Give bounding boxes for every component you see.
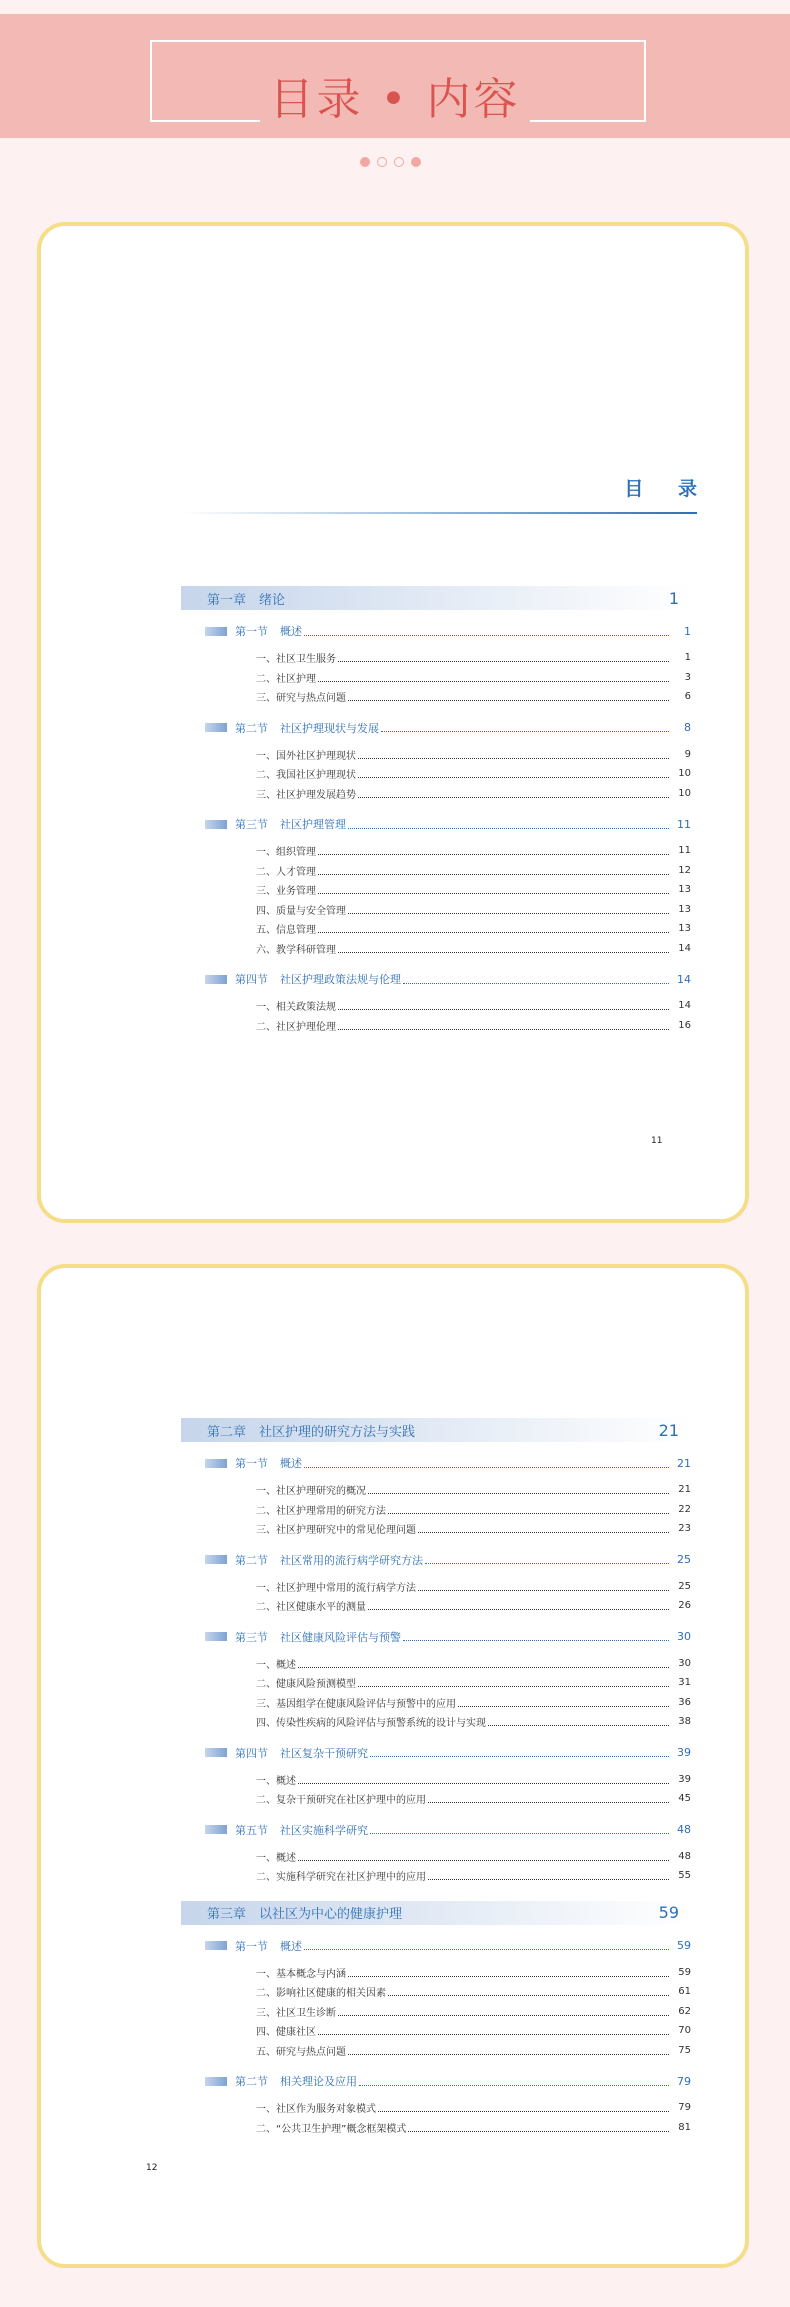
dot-leader <box>318 2034 669 2035</box>
dot-leader <box>348 2054 669 2055</box>
section-marker <box>205 1825 227 1834</box>
item-page: 13 <box>678 903 691 915</box>
dot-leader <box>298 1783 669 1784</box>
dot-leader <box>338 1009 669 1010</box>
item-title: 二、复杂干预研究在社区护理中的应用 <box>256 1795 426 1807</box>
item-page: 9 <box>684 748 691 760</box>
toc-item[interactable] <box>181 687 691 707</box>
item-title: 一、国外社区护理现状 <box>256 750 356 762</box>
section-page: 39 <box>677 1746 691 1759</box>
chapter-title: 第二章 社区护理的研究方法与实践 <box>207 1424 416 1440</box>
section-entry[interactable] <box>181 1823 691 1837</box>
dot-leader <box>381 731 669 732</box>
toc-item[interactable] <box>181 1596 691 1616</box>
section-marker <box>205 723 227 732</box>
section-entry[interactable] <box>181 1746 691 1760</box>
dot-leader <box>403 1640 669 1641</box>
item-title: 三、业务管理 <box>256 886 316 898</box>
dot-leader <box>370 1756 669 1757</box>
dot-leader <box>359 2085 669 2086</box>
dot-leader <box>358 1686 669 1687</box>
item-page: 81 <box>678 2121 691 2133</box>
toc-heading: 目 录 <box>624 478 711 500</box>
toc-item[interactable] <box>181 648 691 668</box>
item-title: 一、概述 <box>256 1659 296 1671</box>
item-page: 6 <box>684 691 691 703</box>
item-page: 22 <box>678 1503 691 1515</box>
dot-leader <box>304 1467 669 1468</box>
section-entry[interactable] <box>181 972 691 986</box>
dot-leader <box>368 1493 669 1494</box>
item-title: 一、社区作为服务对象模式 <box>256 2104 376 2116</box>
section-label: 第三节 <box>235 1630 268 1644</box>
dot-leader <box>358 777 669 778</box>
dot-leader <box>488 1725 669 1726</box>
dot-leader <box>304 1949 669 1950</box>
chapter-entry[interactable] <box>181 1901 691 1925</box>
section-page: 59 <box>677 1939 691 1952</box>
dot-leader <box>304 635 669 636</box>
toc-item[interactable] <box>181 1982 691 2002</box>
section-title: 社区护理管理 <box>280 818 346 831</box>
dot-leader <box>338 661 669 662</box>
section-entry[interactable] <box>181 1456 691 1470</box>
item-title: 二、“公共卫生护理”概念框架模式 <box>256 2123 407 2135</box>
page-number: 11 <box>651 1136 663 1146</box>
section-entry[interactable] <box>181 2074 691 2088</box>
section-marker <box>205 1632 227 1641</box>
section-entry[interactable] <box>181 721 691 735</box>
item-page: 10 <box>678 768 691 780</box>
section-entry[interactable] <box>181 1939 691 1953</box>
dot-leader <box>368 1609 669 1610</box>
pagination-dots <box>360 157 421 167</box>
dot-leader <box>403 983 669 984</box>
item-title: 三、社区护理发展趋势 <box>256 789 356 801</box>
section-title: 社区实施科学研究 <box>280 1823 368 1837</box>
section-label: 第四节 <box>235 1746 268 1760</box>
dot-leader <box>370 1833 669 1834</box>
toc-item[interactable] <box>181 1963 691 1983</box>
toc-item[interactable] <box>181 919 691 939</box>
section-marker <box>205 2077 227 2086</box>
toc-item[interactable] <box>181 2002 691 2022</box>
pagination-dot[interactable] <box>411 157 421 167</box>
dot-leader <box>318 893 669 894</box>
page-number: 12 <box>146 2163 158 2173</box>
section-title: 概述 <box>280 625 302 638</box>
item-page: 75 <box>678 2044 691 2056</box>
header-banner <box>0 14 790 138</box>
item-title: 一、社区护理研究的概况 <box>256 1486 366 1498</box>
section-title: 社区护理现状与发展 <box>280 721 379 735</box>
section-marker <box>205 1459 227 1468</box>
dot-leader <box>348 828 669 829</box>
toc-page-card-1 <box>37 222 749 1223</box>
toc-page-card-2 <box>37 1264 749 2268</box>
section-label: 第一节 <box>235 625 268 638</box>
section-marker <box>205 627 227 636</box>
section-entry[interactable] <box>181 1630 691 1644</box>
item-title: 六、教学科研管理 <box>256 944 336 956</box>
dot-leader <box>388 1513 669 1514</box>
section-marker <box>205 820 227 829</box>
section-label: 第五节 <box>235 1823 268 1837</box>
toc-item[interactable] <box>181 668 691 688</box>
toc-list-page-2 <box>181 1418 691 2137</box>
dot-leader <box>425 1563 669 1564</box>
item-title: 一、概述 <box>256 1852 296 1864</box>
dot-leader <box>418 1532 669 1533</box>
section-title: 概述 <box>280 1939 302 1953</box>
chapter-title: 第一章 绪论 <box>207 592 286 608</box>
section-label: 第二节 <box>235 1553 268 1567</box>
item-title: 五、研究与热点问题 <box>256 2046 346 2058</box>
item-title: 四、传染性疾病的风险评估与预警系统的设计与实现 <box>256 1718 486 1730</box>
item-page: 13 <box>678 923 691 935</box>
item-page: 55 <box>678 1870 691 1882</box>
dot-leader <box>428 1879 669 1880</box>
section-marker <box>205 1748 227 1757</box>
dot-leader <box>318 874 669 875</box>
section-label: 第一节 <box>235 1457 268 1470</box>
section-marker <box>205 1555 227 1564</box>
dot-leader <box>358 758 669 759</box>
item-title: 二、社区护理常用的研究方法 <box>256 1505 386 1517</box>
item-page: 48 <box>678 1850 691 1862</box>
item-title: 二、健康风险预测模型 <box>256 1679 356 1691</box>
section-label: 第四节 <box>235 973 268 986</box>
dot-leader <box>298 1860 669 1861</box>
toc-item[interactable] <box>181 2021 691 2041</box>
toc-item[interactable] <box>181 1480 691 1500</box>
item-title: 三、社区卫生诊断 <box>256 2007 336 2019</box>
item-page: 25 <box>678 1580 691 1592</box>
item-title: 三、基因组学在健康风险评估与预警中的应用 <box>256 1698 456 1710</box>
item-title: 五、信息管理 <box>256 925 316 937</box>
dot-leader <box>428 1802 669 1803</box>
item-title: 一、相关政策法规 <box>256 1002 336 1014</box>
item-title: 三、社区护理研究中的常见伦理问题 <box>256 1525 416 1537</box>
toc-item[interactable] <box>181 1500 691 1520</box>
item-page: 79 <box>678 2102 691 2114</box>
item-page: 10 <box>678 787 691 799</box>
item-page: 61 <box>678 1986 691 1998</box>
toc-item[interactable] <box>181 764 691 784</box>
section-title: 相关理论及应用 <box>280 2075 357 2088</box>
item-page: 13 <box>678 884 691 896</box>
item-title: 一、社区护理中常用的流行病学方法 <box>256 1582 416 1594</box>
item-page: 36 <box>678 1696 691 1708</box>
item-page: 14 <box>678 942 691 954</box>
toc-item[interactable] <box>181 1712 691 1732</box>
banner-title: 目录 • 内容 <box>260 74 531 125</box>
toc-item[interactable] <box>181 1673 691 1693</box>
dot-leader <box>358 797 669 798</box>
chapter-title: 第三章 以社区为中心的健康护理 <box>207 1907 403 1922</box>
dot-leader <box>388 1995 669 1996</box>
item-page: 14 <box>678 1000 691 1012</box>
item-title: 二、人才管理 <box>256 866 316 878</box>
section-label: 第二节 <box>235 721 268 735</box>
section-page: 21 <box>677 1456 691 1470</box>
section-page: 25 <box>677 1553 691 1566</box>
item-page: 23 <box>678 1523 691 1535</box>
toc-item[interactable] <box>181 841 691 861</box>
item-page: 26 <box>678 1600 691 1612</box>
item-title: 一、基本概念与内涵 <box>256 1968 346 1980</box>
item-title: 二、影响社区健康的相关因素 <box>256 1988 386 2000</box>
dot-leader <box>458 1706 669 1707</box>
item-title: 二、社区健康水平的测量 <box>256 1602 366 1614</box>
pagination-dot[interactable] <box>360 157 370 167</box>
section-label: 第二节 <box>235 2075 268 2088</box>
toc-item[interactable] <box>181 1519 691 1539</box>
item-title: 二、社区护理伦理 <box>256 1021 336 1033</box>
toc-list-page-1 <box>181 586 691 1035</box>
item-page: 30 <box>678 1657 691 1669</box>
section-entry[interactable] <box>181 624 691 638</box>
toc-item[interactable] <box>181 1847 691 1867</box>
toc-item[interactable] <box>181 2118 691 2138</box>
section-page: 11 <box>677 817 691 831</box>
toc-item[interactable] <box>181 1866 691 1886</box>
chapter-page: 1 <box>668 588 679 608</box>
dot-leader <box>318 681 669 682</box>
item-title: 三、研究与热点问题 <box>256 693 346 705</box>
item-page: 11 <box>678 845 691 857</box>
dot-leader <box>418 1590 669 1591</box>
section-title: 社区常用的流行病学研究方法 <box>280 1553 423 1567</box>
section-label: 第三节 <box>235 818 268 831</box>
item-page: 21 <box>678 1484 691 1496</box>
toc-item[interactable] <box>181 1770 691 1790</box>
pagination-dot[interactable] <box>394 157 404 167</box>
section-title: 概述 <box>280 1457 302 1470</box>
section-marker <box>205 1941 227 1950</box>
chapter-entry[interactable] <box>181 586 691 610</box>
dot-leader <box>338 952 669 953</box>
toc-item[interactable] <box>181 880 691 900</box>
section-title: 社区复杂干预研究 <box>280 1746 368 1760</box>
toc-item[interactable] <box>181 2098 691 2118</box>
item-page: 70 <box>678 2025 691 2037</box>
item-page: 16 <box>678 1019 691 1031</box>
dot-leader <box>378 2111 669 2112</box>
item-page: 62 <box>678 2005 691 2017</box>
dot-leader <box>338 1029 669 1030</box>
section-title: 社区健康风险评估与预警 <box>280 1630 401 1644</box>
toc-item[interactable] <box>181 1789 691 1809</box>
dot-leader <box>338 2015 669 2016</box>
dot-leader <box>348 1976 669 1977</box>
item-title: 四、质量与安全管理 <box>256 905 346 917</box>
chapter-page: 59 <box>658 1903 679 1922</box>
section-page: 8 <box>684 721 691 734</box>
toc-heading-rule <box>181 512 697 514</box>
section-label: 第一节 <box>235 1939 268 1953</box>
toc-item[interactable] <box>181 996 691 1016</box>
item-title: 二、实施科学研究在社区护理中的应用 <box>256 1872 426 1884</box>
item-title: 四、健康社区 <box>256 2027 316 2039</box>
dot-leader <box>298 1667 669 1668</box>
item-page: 3 <box>684 671 691 683</box>
toc-item[interactable] <box>181 1016 691 1036</box>
section-page: 14 <box>677 972 691 986</box>
toc-item[interactable] <box>181 861 691 881</box>
section-page: 48 <box>677 1823 691 1836</box>
item-page: 39 <box>678 1773 691 1785</box>
item-page: 31 <box>678 1677 691 1689</box>
toc-item[interactable] <box>181 2041 691 2061</box>
section-marker <box>205 975 227 984</box>
section-title: 社区护理政策法规与伦理 <box>280 973 401 986</box>
toc-item[interactable] <box>181 900 691 920</box>
item-title: 一、组织管理 <box>256 847 316 859</box>
dot-leader <box>318 932 669 933</box>
item-page: 45 <box>678 1793 691 1805</box>
section-entry[interactable] <box>181 1553 691 1567</box>
chapter-entry[interactable] <box>181 1418 691 1442</box>
dot-leader <box>318 854 669 855</box>
chapter-page: 21 <box>658 1420 679 1440</box>
toc-item[interactable] <box>181 1654 691 1674</box>
pagination-dot[interactable] <box>377 157 387 167</box>
item-title: 二、社区护理 <box>256 673 316 685</box>
item-page: 38 <box>678 1716 691 1728</box>
item-title: 一、概述 <box>256 1775 296 1787</box>
dot-leader <box>348 700 669 701</box>
dot-leader <box>348 913 669 914</box>
section-page: 79 <box>677 2074 691 2088</box>
item-page: 59 <box>678 1966 691 1978</box>
item-page: 12 <box>678 864 691 876</box>
item-page: 1 <box>684 652 691 664</box>
dot-leader <box>408 2131 669 2132</box>
item-title: 一、社区卫生服务 <box>256 654 336 666</box>
toc-item[interactable] <box>181 1577 691 1597</box>
item-title: 二、我国社区护理现状 <box>256 770 356 782</box>
toc-item[interactable] <box>181 784 691 804</box>
toc-item[interactable] <box>181 939 691 959</box>
toc-item[interactable] <box>181 1693 691 1713</box>
section-entry[interactable] <box>181 817 691 831</box>
section-page: 30 <box>677 1630 691 1643</box>
toc-item[interactable] <box>181 745 691 765</box>
section-page: 1 <box>684 624 691 638</box>
